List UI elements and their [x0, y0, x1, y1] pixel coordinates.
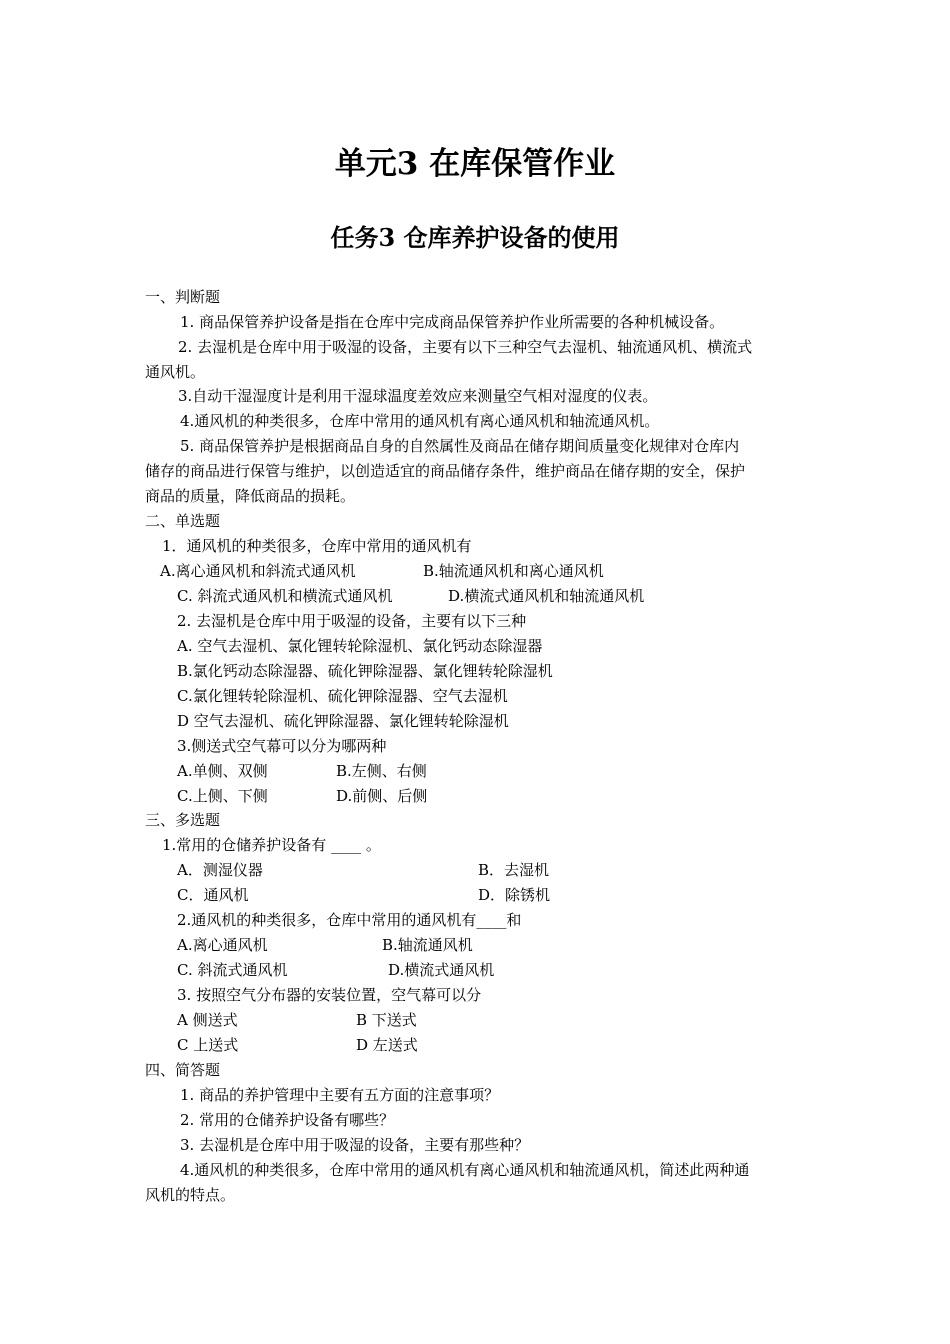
mc-question-1-option-d: D．除锈机	[478, 886, 551, 904]
sc-question-3-option-a: A.单侧、双侧	[177, 762, 268, 780]
sc-question-1-stem: 1．通风机的种类很多，仓库中常用的通风机有	[162, 537, 472, 555]
mc-question-3-option-b: B 下送式	[356, 1011, 417, 1029]
mc-question-3-option-a: A 侧送式	[177, 1011, 238, 1029]
section-heading-short-answer: 四、简答题	[145, 1061, 221, 1079]
mc-question-1-stem: 1.常用的仓储养护设备有 ____ 。	[162, 836, 381, 854]
page-title: 单元3 在库保管作业	[334, 146, 616, 182]
sc-question-1-option-b: B.轴流通风机和离心通风机	[423, 562, 604, 580]
sa-question-4-line-2: 风机的特点。	[145, 1186, 236, 1204]
sc-question-3-option-c: C.上侧、下侧	[177, 787, 268, 805]
mc-question-1-option-b: B．去湿机	[478, 861, 550, 879]
mc-question-2-stem: 2.通风机的种类很多，仓库中常用的通风机有____和	[177, 911, 522, 929]
tf-question-2-line-2: 通风机。	[145, 363, 206, 381]
sc-question-1-option-a: A.离心通风机和斜流式通风机	[160, 562, 356, 580]
page-subtitle: 任务3 仓库养护设备的使用	[330, 223, 620, 252]
sc-question-3-option-d: D.前侧、后侧	[336, 787, 428, 805]
mc-question-2-option-d: D.横流式通风机	[388, 961, 495, 979]
tf-question-4: 4.通风机的种类很多，仓库中常用的通风机有离心通风机和轴流通风机。	[180, 412, 660, 430]
sc-question-2-option-a: A. 空气去湿机、氯化锂转轮除湿机、氯化钙动态除湿器	[177, 637, 543, 655]
sa-question-1: 1. 商品的养护管理中主要有五方面的注意事项？	[180, 1086, 500, 1104]
sc-question-1-option-c: C. 斜流式通风机和横流式通风机	[177, 587, 393, 605]
mc-question-1-option-a: A．测湿仪器	[177, 861, 263, 879]
sc-question-1-option-d: D.横流式通风机和轴流通风机	[448, 587, 645, 605]
tf-question-3: 3.自动干湿湿度计是利用干湿球温度差效应来测量空气相对湿度的仪表。	[178, 387, 658, 405]
tf-question-2-line-1: 2. 去湿机是仓库中用于吸湿的设备，主要有以下三种空气去湿机、轴流通风机、横流式	[178, 338, 753, 356]
mc-question-1-option-c: C．通风机	[177, 886, 249, 904]
mc-question-3-stem: 3. 按照空气分布器的安装位置，空气幕可以分	[177, 986, 482, 1004]
mc-question-2-option-a: A.离心通风机	[177, 936, 268, 954]
sc-question-3-option-b: B.左侧、右侧	[336, 762, 427, 780]
sc-question-2-option-b: B.氯化钙动态除湿器、硫化钾除湿器、氯化锂转轮除湿机	[177, 662, 553, 680]
tf-question-5-line-2: 储存的商品进行保管与维护，以创造适宜的商品储存条件，维护商品在储存期的安全，保护	[145, 462, 746, 480]
section-heading-true-false: 一、判断题	[145, 288, 221, 306]
tf-question-5-line-3: 商品的质量，降低商品的损耗。	[145, 487, 356, 505]
sa-question-3: 3. 去湿机是仓库中用于吸湿的设备，主要有那些种？	[180, 1136, 530, 1154]
mc-question-2-option-b: B.轴流通风机	[382, 936, 473, 954]
section-heading-single-choice: 二、单选题	[145, 512, 221, 530]
section-heading-multiple-choice: 三、多选题	[145, 811, 221, 829]
mc-question-2-option-c: C. 斜流式通风机	[177, 961, 288, 979]
sc-question-3-stem: 3.侧送式空气幕可以分为哪两种	[177, 737, 387, 755]
mc-question-3-option-d: D 左送式	[356, 1036, 418, 1054]
tf-question-5-line-1: 5. 商品保管养护是根据商品自身的自然属性及商品在储存期间质量变化规律对仓库内	[180, 437, 740, 455]
sc-question-2-option-d: D 空气去湿机、硫化钾除湿器、氯化锂转轮除湿机	[177, 712, 509, 730]
sa-question-4-line-1: 4.通风机的种类很多，仓库中常用的通风机有离心通风机和轴流通风机，简述此两种通	[180, 1161, 750, 1179]
sc-question-2-option-c: C.氯化锂转轮除湿机、硫化钾除湿器、空气去湿机	[177, 687, 508, 705]
mc-question-3-option-c: C 上送式	[177, 1036, 239, 1054]
tf-question-1: 1. 商品保管养护设备是指在仓库中完成商品保管养护作业所需要的各种机械设备。	[180, 313, 725, 331]
sa-question-2: 2. 常用的仓储养护设备有哪些？	[180, 1111, 395, 1129]
sc-question-2-stem: 2. 去湿机是仓库中用于吸湿的设备，主要有以下三种	[177, 612, 527, 630]
